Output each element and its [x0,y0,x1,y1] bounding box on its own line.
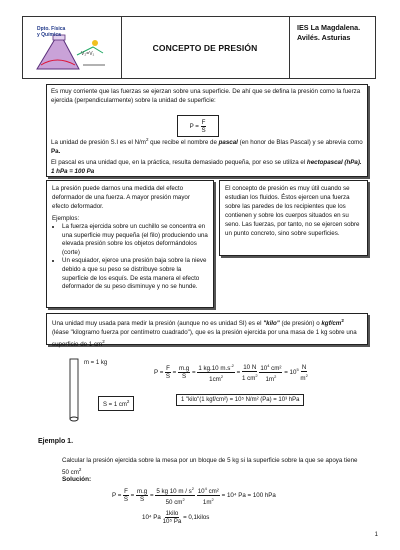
list-item: • Un esquiador, ejerce una presión baja sobre la nieve debido a que su peso se distribuye sobre la superficie de los esquís. De esta manera el efecto deformador de su peso disminuye y no se hunde. [62,257,208,291]
solution-label: Solución: [62,476,92,483]
pascal-unit-text: La unidad de presión S.I es el $N/m^2$ que recibe el nombre de pascal (en honor de Blas Pascal) y se abrevia como Pa. [51,137,363,156]
examples-label: Ejemplos: [52,215,80,222]
deforming-effect-box [46,180,214,308]
list-item: • La fuerza ejercida sobre un cuchillo se concentra en una superficie muy pequeña (el filo) produciendo una elevada presión sobre los objetos deformándolos (corte) [62,223,208,257]
fluids-box [219,180,368,256]
example-title: Ejemplo 1. [38,438,74,445]
kilo-unit-text: Una unidad muy usada para medir la presión (aunque no es unidad SI) es el "kilo" (de presión) o kgf/$cm^2$ (léase "kilogramo fuerza por centímetro cuadrado"), que es la presión ejercida por una masa de 1 kg sobre una superficie de 1 $cm^2$ [52,318,357,349]
solution-equation-1: P = $\frac{F}{S}$ = $\frac{m.g}{S}$ = $\frac{5 kg 10 m / s^2}{50 cm^2}$ $\frac{10^4 cm^2}{1m^2}$ = 10⁴ Pa = 100 hPa [112,486,276,507]
school-city: Avilés. Asturias [297,33,351,42]
mass-rod-figure [64,358,84,424]
page-number: 1 [374,532,378,538]
school-name: IES La Magdalena. [297,23,361,32]
page-header [22,16,376,79]
definition-box [46,84,368,177]
pressure-formula: P = $\frac{F}{S}$ [177,115,219,137]
fluids-text: El concepto de presión es muy útil cuando se estudian los fluidos. Éstos ejercen una fuerza sobre las paredes de los recipientes que los contienen y sobre los cuerpos situados en su seno. Las fuerzas, por tanto, no se ejercen sobre un punto concreto, sino sobre superficies. [225,185,360,237]
area-label: S = 1 $cm^2$ [98,396,134,411]
department-logo [33,25,111,73]
solution-equation-2: 10⁴ Pa $\frac{\text{1kilo}}{\text{10⁵ Pa}}$ = 0,1kilos [142,510,210,525]
logo-cell [23,17,122,78]
kilo-unit-box [46,313,368,349]
logo-text: Dpto. Física y Química [37,26,66,38]
page-title: CONCEPTO DE PRESIÓN [152,42,258,53]
definition-text: Es muy corriente que las fuerzas se ejerzan sobre una superficie. De ahí que se defina la presión como la fuerza ejercida (perpendicularmente) sobre la unidad de superficie: [51,88,361,104]
examples-list [52,223,208,292]
title-cell [121,17,290,78]
kilo-conversion-equation: 1 "kilo"(1 kgf/cm²) = 10⁵ N/m² (Pa) = 10³ hPa [176,394,304,406]
svg-text:V₂=V₁: V₂=V₁ [81,51,95,57]
pressure-conversion-equation: P = $\frac{F}{S}$ = $\frac{m.g}{S}$ = $\frac{1 kg.10 m.s^{-2}}{1cm^2}$ = $\frac{10 N}{1 cm^2}$ $\frac{10^4 cm^2}{1m^2}$ = $10^5$ $\frac{N}{m^2}$ [154,363,308,384]
hectopascal-text: El pascal es una unidad que, en la práctica, resulta demasiado pequeña, por eso se utiliza el hectopascal (hPa). 1 hPa = 100 Pa [51,159,362,176]
school-cell [289,17,377,78]
deforming-intro: La presión puede darnos una medida del efecto deformador de una fuerza. A mayor presión mayor efecto deformador. [52,185,190,210]
example-statement: Calcular la presión ejercida sobre la mesa por un bloque de 5 kg si la superficie sobre la que se apoya tiene 50 $cm^2$ [62,457,358,477]
mass-label: m = 1 kg [84,360,108,366]
